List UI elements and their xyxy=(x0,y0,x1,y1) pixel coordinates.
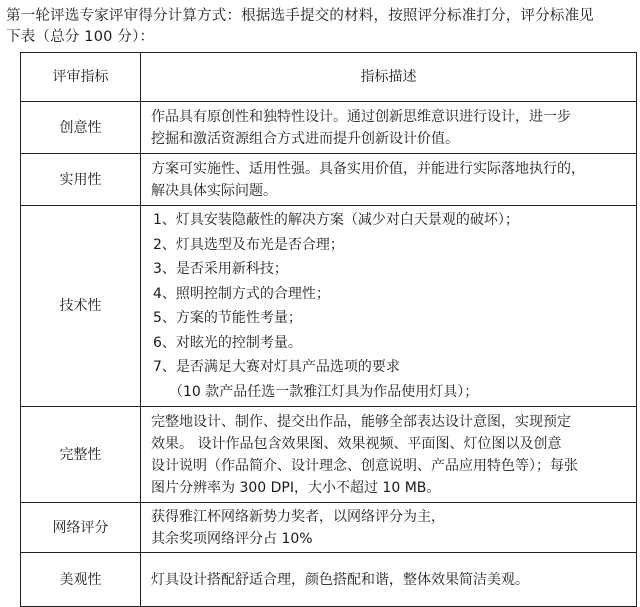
list-item: 4、照明控制方式的合理性； xyxy=(153,285,330,302)
intro-line: 下表（总分 100 分）： xyxy=(6,29,155,45)
criterion-description xyxy=(141,154,637,206)
intro-paragraph xyxy=(6,6,634,48)
table-row-technical xyxy=(21,206,637,407)
table-row-creativity xyxy=(21,102,637,154)
criterion-description xyxy=(141,553,637,607)
description-line: 作品具有原创性和独特性设计。通过创新思维意识进行设计，进一步 xyxy=(151,108,571,125)
criterion-name: 网络评分 xyxy=(21,503,141,553)
criterion-name: 创意性 xyxy=(21,102,141,154)
table-row-aesthetics xyxy=(21,553,637,607)
description-line: 图片分辨率为 300 DPI，大小不超过 10 MB。 xyxy=(151,479,441,496)
header-description: 指标描述 xyxy=(141,53,637,102)
criterion-name: 完整性 xyxy=(21,407,141,503)
criterion-description xyxy=(141,102,637,154)
table-row-completeness xyxy=(21,407,637,503)
scoring-criteria-table xyxy=(20,52,637,607)
list-item: 6、对眩光的控制考量。 xyxy=(153,334,302,351)
list-item: 2、灯具选型及布光是否合理； xyxy=(153,236,344,253)
description-line: 方案可实施性、适用性强。具备实用价值，并能进行实际落地执行的， xyxy=(151,160,585,177)
criterion-description xyxy=(141,206,637,407)
list-item: 7、是否满足大赛对灯具产品选项的要求 xyxy=(153,359,400,375)
description-line: 完整地设计、制作、提交出作品，能够全部表达设计意图，实现预定 xyxy=(151,413,571,430)
table-header-row xyxy=(21,53,637,102)
description-line: 解决具体实际问题。 xyxy=(151,182,277,199)
criterion-description xyxy=(141,503,637,553)
list-item: 3、是否采用新科技； xyxy=(153,261,288,277)
description-line: 灯具设计搭配舒适合理，颜色搭配和谐，整体效果简洁美观。 xyxy=(151,571,529,588)
criterion-name: 美观性 xyxy=(21,553,141,607)
header-criterion: 评审指标 xyxy=(21,53,141,102)
description-line: 其余奖项网络评分占 10% xyxy=(151,530,313,547)
intro-line: 第一轮评选专家评审得分计算方式：根据选手提交的材料，按照评分标准打分，评分标准见 xyxy=(6,8,594,24)
list-item: 5、方案的节能性考量； xyxy=(153,310,302,326)
table-row-online-score xyxy=(21,503,637,553)
list-item-note: （10 款产品任选一款雅江灯具为作品使用灯具）； xyxy=(169,383,479,400)
table-row-practicality xyxy=(21,154,637,206)
list-item: 1、灯具安装隐蔽性的解决方案（减少对白天景观的破坏）； xyxy=(153,212,519,228)
description-line: 获得雅江杯网络新势力奖者，以网络评分为主， xyxy=(151,508,445,525)
description-line: 效果。 设计作品包含效果图、效果视频、平面图、灯位图以及创意 xyxy=(151,435,562,452)
criterion-name: 技术性 xyxy=(21,206,141,407)
criterion-name: 实用性 xyxy=(21,154,141,206)
description-line: 挖掘和激活资源组合方式进而提升创新设计价值。 xyxy=(151,130,459,147)
criterion-description xyxy=(141,407,637,503)
description-line: 设计说明（作品简介、设计理念、创意说明、产品应用特色等）；每张 xyxy=(151,457,578,474)
